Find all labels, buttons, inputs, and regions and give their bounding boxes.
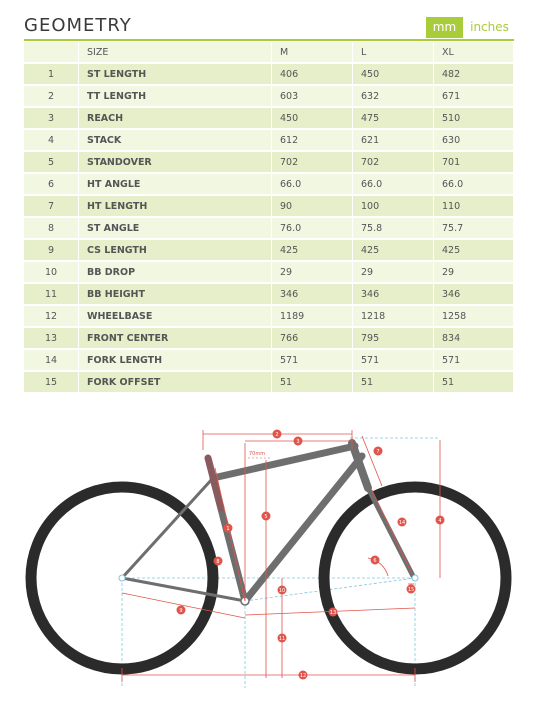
table-row <box>24 284 514 304</box>
value-l: 795 <box>353 328 434 348</box>
marker-3: 3 <box>296 438 300 445</box>
value-l: 632 <box>353 86 434 106</box>
value-m: 90 <box>272 196 353 216</box>
bike-geometry-diagram <box>0 398 541 720</box>
value-xl: 66.0 <box>434 174 514 194</box>
value-m: 425 <box>272 240 353 260</box>
value-xl: 346 <box>434 284 514 304</box>
row-number: 11 <box>24 284 79 304</box>
table-row <box>24 108 514 128</box>
value-m: 571 <box>272 350 353 370</box>
value-m: 702 <box>272 152 353 172</box>
marker-6: 6 <box>373 557 377 564</box>
row-label: STANDOVER <box>79 152 272 172</box>
unit-mm-toggle[interactable]: mm <box>426 17 463 38</box>
value-l: 571 <box>353 350 434 370</box>
row-label: ST ANGLE <box>79 218 272 238</box>
value-xl: 571 <box>434 350 514 370</box>
row-number: 13 <box>24 328 79 348</box>
table-row <box>24 328 514 348</box>
marker-11: 11 <box>278 635 286 642</box>
value-m: 406 <box>272 64 353 84</box>
value-xl: 29 <box>434 262 514 282</box>
row-label: WHEELBASE <box>79 306 272 326</box>
table-header-row <box>24 42 514 62</box>
row-number: 8 <box>24 218 79 238</box>
value-m: 76.0 <box>272 218 353 238</box>
value-xl: 671 <box>434 86 514 106</box>
table-row <box>24 64 514 84</box>
row-label: BB DROP <box>79 262 272 282</box>
value-xl: 51 <box>434 372 514 392</box>
value-xl: 482 <box>434 64 514 84</box>
row-label: FORK LENGTH <box>79 350 272 370</box>
marker-8: 8 <box>216 558 220 565</box>
row-label: HT LENGTH <box>79 196 272 216</box>
unit-inches-toggle[interactable]: inches <box>470 20 509 34</box>
annotation-70mm: 70mm <box>249 451 266 457</box>
table-row <box>24 240 514 260</box>
value-xl: 834 <box>434 328 514 348</box>
row-number: 14 <box>24 350 79 370</box>
row-number: 7 <box>24 196 79 216</box>
table-row <box>24 196 514 216</box>
marker-9: 9 <box>179 607 183 614</box>
marker-4: 4 <box>438 517 442 524</box>
table-row <box>24 306 514 326</box>
marker-1: 1 <box>226 525 230 532</box>
row-label: CS LENGTH <box>79 240 272 260</box>
value-m: 1189 <box>272 306 353 326</box>
marker-10: 10 <box>278 587 286 594</box>
front-axle <box>412 575 418 581</box>
value-m: 766 <box>272 328 353 348</box>
marker-2: 2 <box>275 431 279 438</box>
row-number: 4 <box>24 130 79 150</box>
value-l: 75.8 <box>353 218 434 238</box>
table-row <box>24 262 514 282</box>
value-l: 1218 <box>353 306 434 326</box>
table-body <box>24 64 514 392</box>
table-row <box>24 152 514 172</box>
bike-frame <box>122 443 413 601</box>
table-row <box>24 174 514 194</box>
row-number: 9 <box>24 240 79 260</box>
value-l: 621 <box>353 130 434 150</box>
row-number: 15 <box>24 372 79 392</box>
value-m: 450 <box>272 108 353 128</box>
row-number: 2 <box>24 86 79 106</box>
table-row <box>24 130 514 150</box>
marker-12: 12 <box>299 672 307 679</box>
value-xl: 110 <box>434 196 514 216</box>
marker-15: 15 <box>407 586 415 593</box>
value-xl: 425 <box>434 240 514 260</box>
row-label: BB HEIGHT <box>79 284 272 304</box>
table-row <box>24 350 514 370</box>
marker-7: 7 <box>376 448 380 455</box>
value-xl: 630 <box>434 130 514 150</box>
value-m: 66.0 <box>272 174 353 194</box>
column-header-m: M <box>272 42 353 62</box>
row-label: FRONT CENTER <box>79 328 272 348</box>
row-label: FORK OFFSET <box>79 372 272 392</box>
value-l: 346 <box>353 284 434 304</box>
value-m: 603 <box>272 86 353 106</box>
marker-5: 5 <box>264 513 268 520</box>
row-number: 10 <box>24 262 79 282</box>
value-xl: 510 <box>434 108 514 128</box>
row-label: ST LENGTH <box>79 64 272 84</box>
row-label: REACH <box>79 108 272 128</box>
row-label: TT LENGTH <box>79 86 272 106</box>
row-number: 5 <box>24 152 79 172</box>
column-header-l: L <box>353 42 434 62</box>
value-m: 29 <box>272 262 353 282</box>
value-xl: 1258 <box>434 306 514 326</box>
value-l: 425 <box>353 240 434 260</box>
value-l: 66.0 <box>353 174 434 194</box>
geometry-table <box>24 40 514 394</box>
value-m: 346 <box>272 284 353 304</box>
row-number: 6 <box>24 174 79 194</box>
row-number: 3 <box>24 108 79 128</box>
marker-14: 14 <box>398 519 406 526</box>
table-row <box>24 86 514 106</box>
value-xl: 701 <box>434 152 514 172</box>
table-row <box>24 218 514 238</box>
value-xl: 75.7 <box>434 218 514 238</box>
value-l: 51 <box>353 372 434 392</box>
marker-13: 13 <box>329 609 337 616</box>
row-number: 1 <box>24 64 79 84</box>
value-l: 450 <box>353 64 434 84</box>
row-label: STACK <box>79 130 272 150</box>
column-header <box>24 42 79 62</box>
table-row <box>24 372 514 392</box>
page-title: GEOMETRY <box>24 15 132 36</box>
row-label: HT ANGLE <box>79 174 272 194</box>
value-l: 475 <box>353 108 434 128</box>
rear-axle <box>119 575 125 581</box>
value-m: 51 <box>272 372 353 392</box>
column-header-size: SIZE <box>79 42 272 62</box>
geometry-header <box>24 13 514 41</box>
value-l: 702 <box>353 152 434 172</box>
column-header-xl: XL <box>434 42 514 62</box>
row-number: 12 <box>24 306 79 326</box>
value-l: 100 <box>353 196 434 216</box>
value-m: 612 <box>272 130 353 150</box>
value-l: 29 <box>353 262 434 282</box>
